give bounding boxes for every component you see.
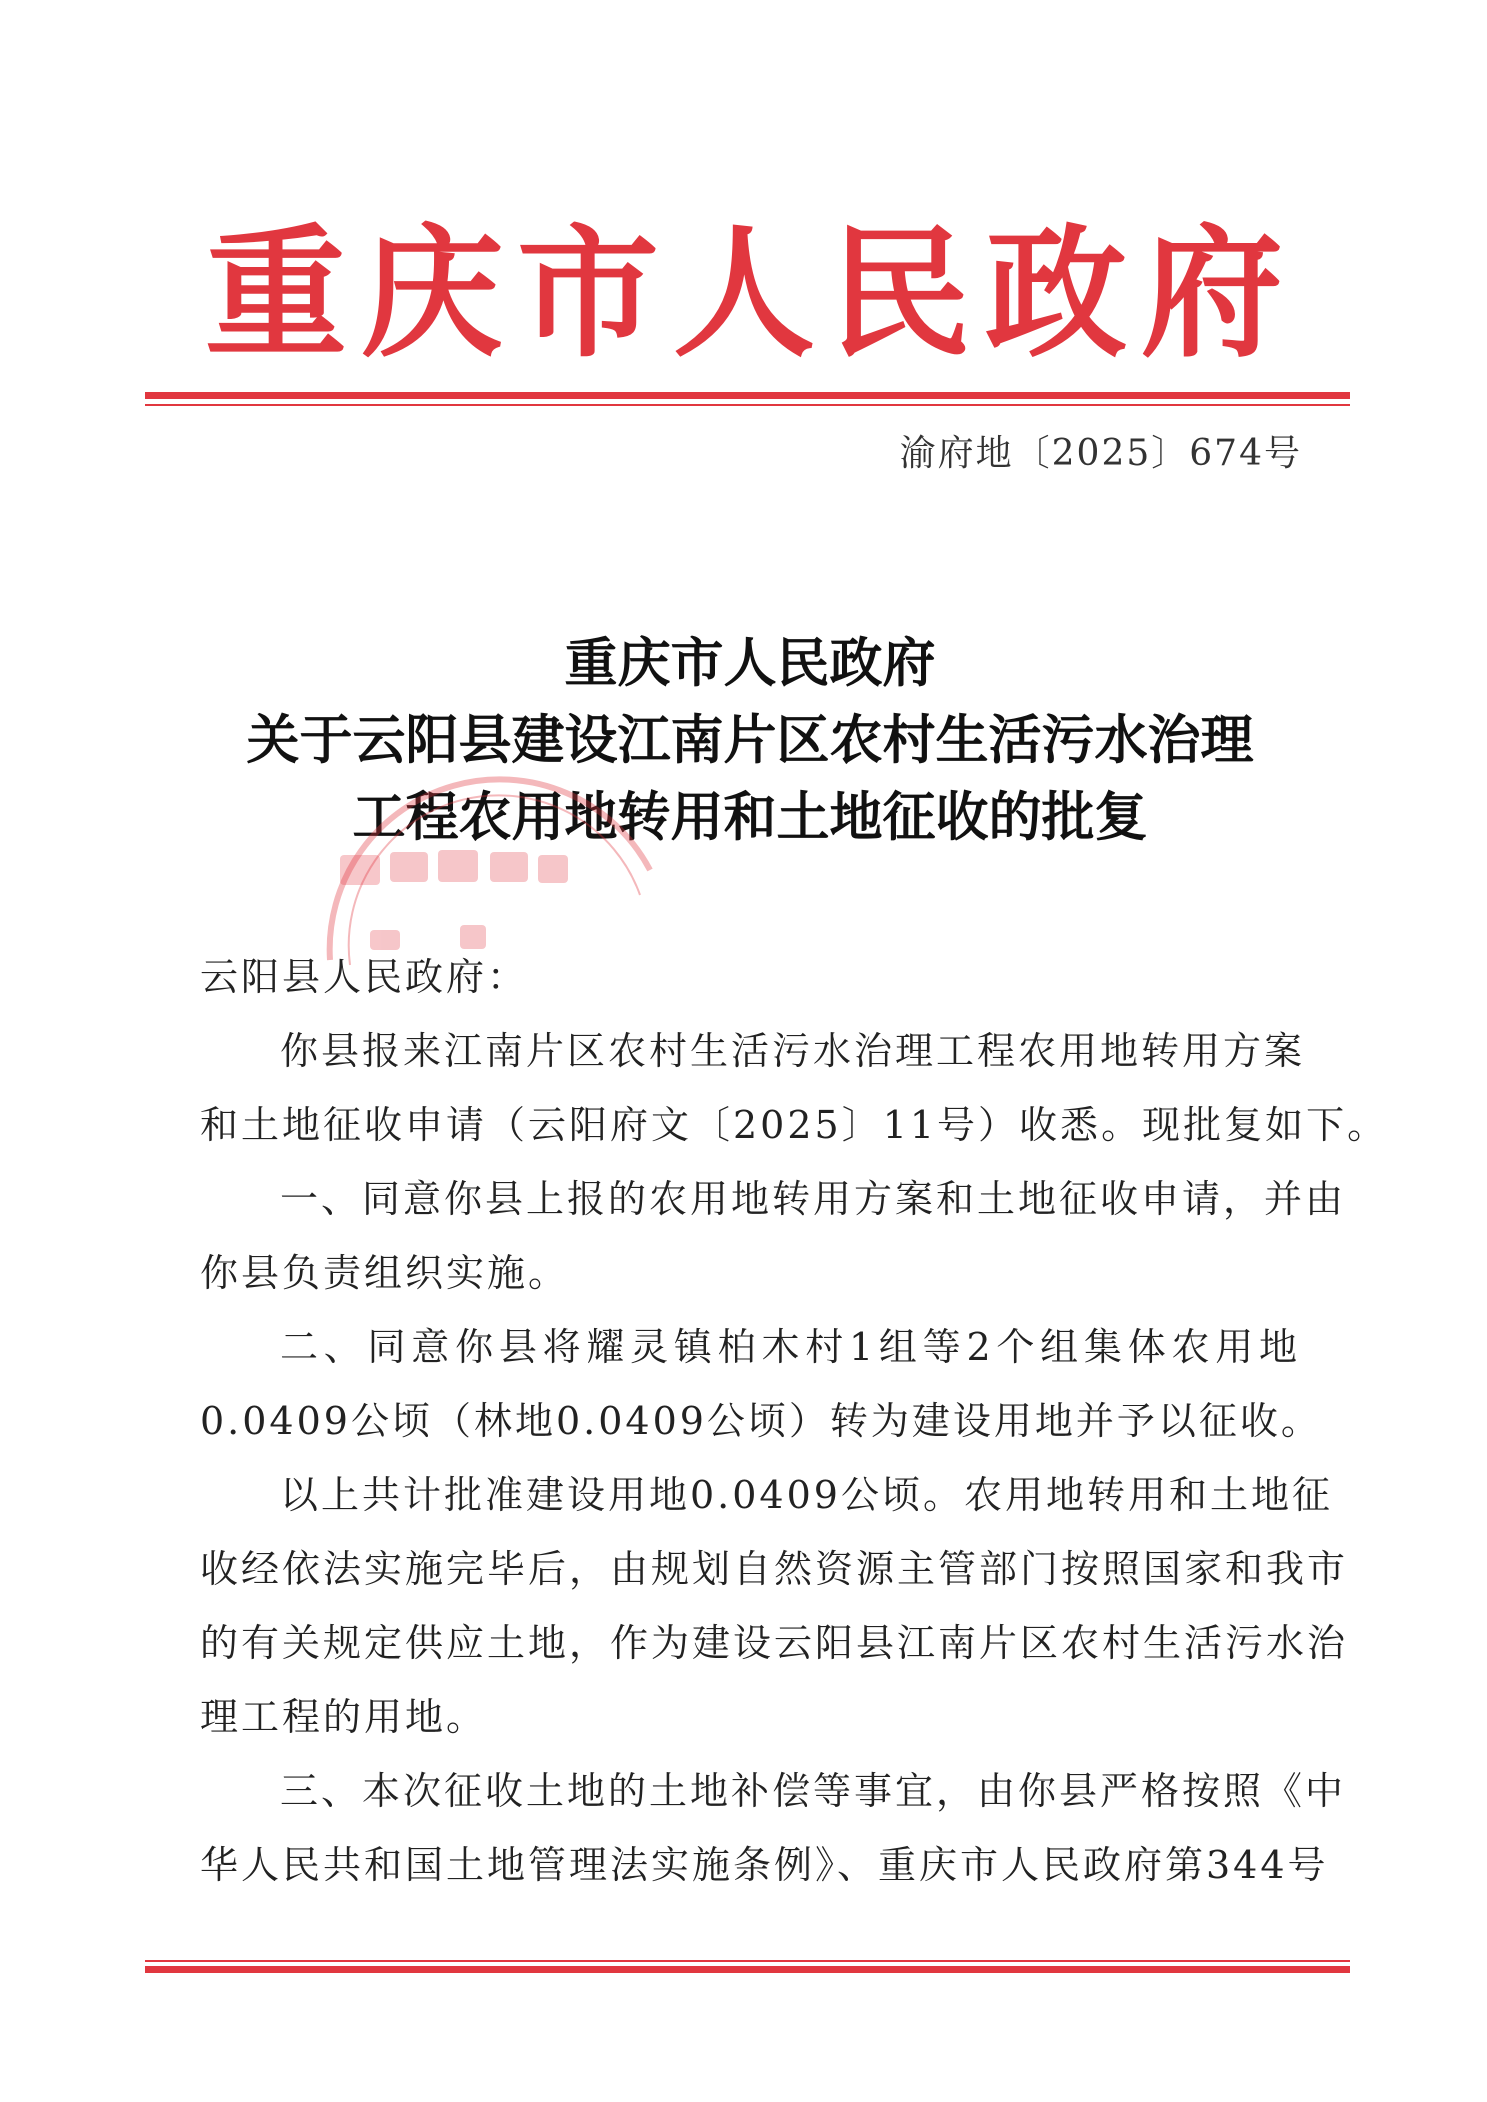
body-line: 0.0409公顷（林地0.0409公顷）转为建设用地并予以征收。 bbox=[200, 1399, 1322, 1443]
masthead-char: 重 bbox=[205, 212, 359, 377]
masthead-char: 人 bbox=[673, 212, 827, 377]
body-line: 二、同意你县将耀灵镇柏木村1组等2个组集体农用地 bbox=[280, 1325, 1300, 1369]
masthead-char: 庆 bbox=[361, 212, 515, 377]
masthead-char: 民 bbox=[829, 212, 983, 377]
document-number: 渝府地〔2025〕674号 bbox=[899, 433, 1302, 474]
recipient-line: 云阳县人民政府： bbox=[200, 955, 529, 999]
footer-red-rule-thin bbox=[145, 1960, 1350, 1962]
body-line: 收经依法实施完毕后，由规划自然资源主管部门按照国家和我市 bbox=[200, 1547, 1349, 1591]
document-body bbox=[200, 940, 1389, 1902]
body-line: 理工程的用地。 bbox=[200, 1695, 488, 1739]
document-title bbox=[150, 625, 1350, 856]
header-red-rule-thin bbox=[145, 404, 1350, 406]
footer-red-rule-thick bbox=[145, 1966, 1350, 1973]
body-line: 和土地征收申请（云阳府文〔2025〕11号）收悉。现批复如下。 bbox=[200, 1103, 1389, 1147]
body-line: 你县负责组织实施。 bbox=[200, 1251, 570, 1295]
body-line: 以上共计批准建设用地0.0409公顷。农用地转用和土地征 bbox=[280, 1473, 1333, 1517]
title-line-2: 关于云阳县建设江南片区农村生活污水治理 bbox=[246, 709, 1254, 771]
masthead-title bbox=[205, 210, 1295, 380]
title-line-3: 工程农用地转用和土地征收的批复 bbox=[352, 786, 1148, 848]
body-line: 一、同意你县上报的农用地转用方案和土地征收申请，并由 bbox=[280, 1177, 1347, 1221]
body-line: 三、本次征收土地的土地补偿等事宜，由你县严格按照《中 bbox=[280, 1769, 1347, 1813]
title-line-1: 重庆市人民政府 bbox=[564, 632, 936, 694]
masthead-char: 府 bbox=[1141, 212, 1295, 377]
masthead-char: 政 bbox=[985, 212, 1139, 377]
body-line: 你县报来江南片区农村生活污水治理工程农用地转用方案 bbox=[280, 1029, 1306, 1073]
body-line: 华人民共和国土地管理法实施条例》、重庆市人民政府第344号 bbox=[200, 1843, 1329, 1887]
body-line: 的有关规定供应土地，作为建设云阳县江南片区农村生活污水治 bbox=[200, 1621, 1349, 1665]
masthead-char: 市 bbox=[517, 212, 671, 377]
header-red-rule-thick bbox=[145, 392, 1350, 399]
